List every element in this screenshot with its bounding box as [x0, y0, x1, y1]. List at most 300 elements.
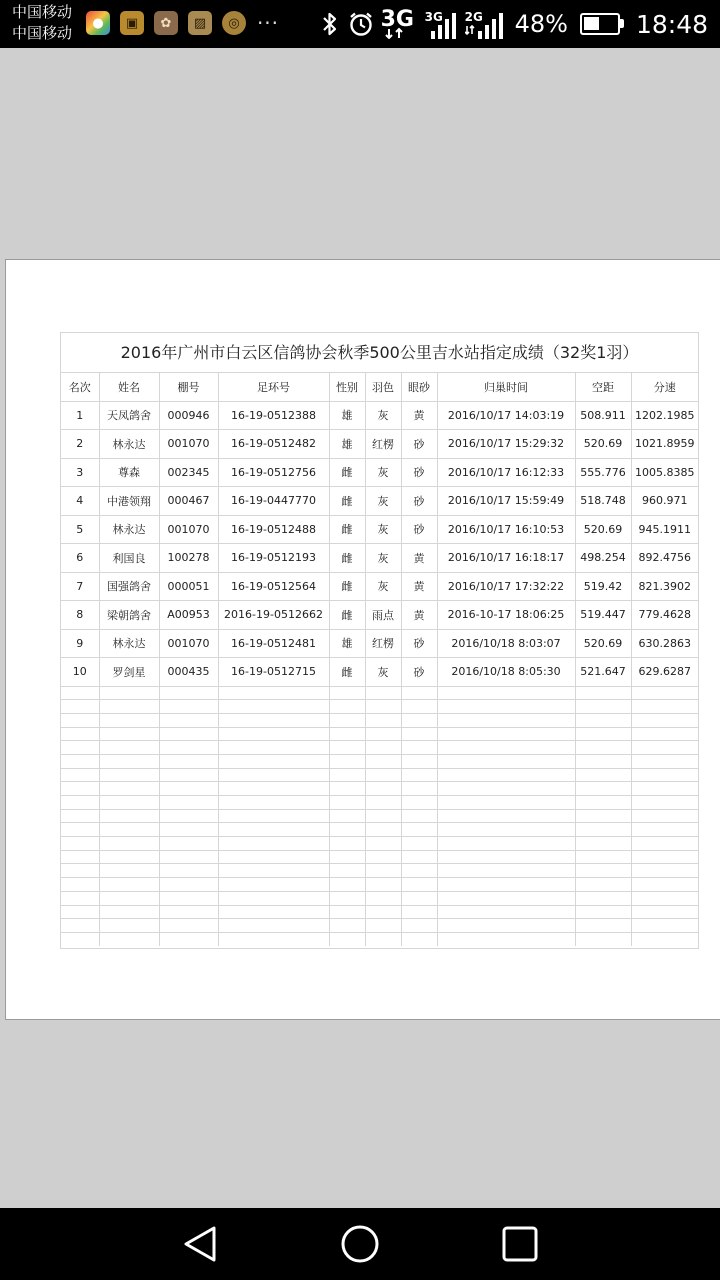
cell-loft: 000435 [159, 658, 218, 687]
cell-rank: 8 [61, 601, 99, 630]
cell-name: 梁朝鸽舍 [99, 601, 159, 630]
empty-cell [99, 754, 159, 768]
empty-cell [61, 796, 99, 810]
empty-cell [99, 809, 159, 823]
empty-cell [575, 686, 631, 700]
empty-cell [218, 905, 329, 919]
empty-cell [575, 713, 631, 727]
signal-3g-label: 3G [424, 10, 443, 24]
empty-cell [631, 919, 698, 933]
cell-eye: 砂 [401, 658, 437, 687]
empty-table-row [61, 850, 698, 864]
empty-cell [61, 919, 99, 933]
empty-cell [61, 850, 99, 864]
cell-arrival: 2016-10-17 18:06:25 [437, 601, 575, 630]
cell-speed: 892.4756 [631, 544, 698, 573]
empty-cell [437, 837, 575, 851]
cell-name: 天凤鸽舍 [99, 401, 159, 430]
cell-eye: 砂 [401, 515, 437, 544]
empty-cell [365, 932, 401, 946]
empty-cell [401, 837, 437, 851]
cell-name: 林永达 [99, 515, 159, 544]
empty-cell [61, 700, 99, 714]
cell-sex: 雄 [329, 430, 365, 459]
recent-apps-button[interactable] [498, 1222, 542, 1266]
cell-name: 林永达 [99, 629, 159, 658]
cell-ring: 16-19-0512488 [218, 515, 329, 544]
empty-table-row [61, 768, 698, 782]
empty-cell [159, 864, 218, 878]
cell-distance: 508.911 [575, 401, 631, 430]
cell-color: 红楞 [365, 430, 401, 459]
empty-cell [159, 905, 218, 919]
empty-cell [329, 932, 365, 946]
battery-percent: 48% [514, 10, 568, 38]
cell-color: 灰 [365, 658, 401, 687]
cell-speed: 1021.8959 [631, 430, 698, 459]
battery-level-fill [584, 17, 599, 30]
empty-table-row [61, 686, 698, 700]
header-color: 羽色 [365, 373, 401, 401]
cell-arrival: 2016/10/18 8:03:07 [437, 629, 575, 658]
cell-distance: 520.69 [575, 515, 631, 544]
empty-cell [159, 713, 218, 727]
cell-eye: 黄 [401, 601, 437, 630]
empty-cell [631, 932, 698, 946]
empty-cell [329, 837, 365, 851]
empty-cell [437, 932, 575, 946]
cell-arrival: 2016/10/17 14:03:19 [437, 401, 575, 430]
empty-cell [159, 741, 218, 755]
empty-cell [575, 905, 631, 919]
cell-distance: 520.69 [575, 629, 631, 658]
cell-color: 灰 [365, 487, 401, 516]
table-row [61, 601, 698, 630]
empty-table-row [61, 796, 698, 810]
cell-arrival: 2016/10/17 17:32:22 [437, 572, 575, 601]
empty-cell [575, 782, 631, 796]
empty-cell [99, 878, 159, 892]
empty-rows [61, 686, 698, 946]
empty-cell [159, 878, 218, 892]
empty-cell [329, 809, 365, 823]
empty-cell [365, 741, 401, 755]
empty-cell [218, 891, 329, 905]
empty-cell [437, 768, 575, 782]
empty-cell [437, 686, 575, 700]
empty-table-row [61, 823, 698, 837]
cell-rank: 1 [61, 401, 99, 430]
empty-cell [329, 713, 365, 727]
empty-cell [99, 837, 159, 851]
cell-loft: 000051 [159, 572, 218, 601]
cell-sex: 雌 [329, 572, 365, 601]
cell-name: 林永达 [99, 430, 159, 459]
empty-cell [401, 809, 437, 823]
empty-cell [329, 700, 365, 714]
home-button[interactable] [338, 1222, 382, 1266]
header-ring: 足环号 [218, 373, 329, 401]
empty-cell [218, 713, 329, 727]
cell-name: 尊森 [99, 458, 159, 487]
empty-cell [218, 864, 329, 878]
empty-cell [365, 754, 401, 768]
cell-ring: 16-19-0512715 [218, 658, 329, 687]
empty-cell [329, 754, 365, 768]
empty-cell [99, 919, 159, 933]
empty-cell [575, 837, 631, 851]
empty-cell [631, 768, 698, 782]
empty-cell [159, 919, 218, 933]
empty-cell [631, 686, 698, 700]
cell-arrival: 2016/10/17 15:59:49 [437, 487, 575, 516]
empty-cell [329, 919, 365, 933]
empty-cell [631, 809, 698, 823]
header-loft: 棚号 [159, 373, 218, 401]
cell-ring: 16-19-0512193 [218, 544, 329, 573]
cell-speed: 779.4628 [631, 601, 698, 630]
cell-color: 灰 [365, 515, 401, 544]
empty-cell [631, 864, 698, 878]
empty-cell [159, 782, 218, 796]
cell-sex: 雄 [329, 401, 365, 430]
results-body [61, 401, 698, 686]
empty-cell [437, 741, 575, 755]
cell-distance: 498.254 [575, 544, 631, 573]
cell-ring: 2016-19-0512662 [218, 601, 329, 630]
empty-cell [365, 919, 401, 933]
empty-cell [99, 796, 159, 810]
empty-cell [575, 850, 631, 864]
empty-cell [329, 727, 365, 741]
empty-cell [401, 700, 437, 714]
empty-cell [401, 727, 437, 741]
cell-eye: 砂 [401, 430, 437, 459]
empty-cell [61, 891, 99, 905]
empty-cell [365, 891, 401, 905]
empty-cell [631, 741, 698, 755]
empty-cell [365, 809, 401, 823]
empty-cell [159, 768, 218, 782]
table-row [61, 401, 698, 430]
empty-cell [437, 727, 575, 741]
empty-cell [99, 891, 159, 905]
carrier-2: 中国移动 [12, 24, 73, 42]
empty-cell [329, 823, 365, 837]
cell-ring: 16-19-0512388 [218, 401, 329, 430]
cell-eye: 砂 [401, 629, 437, 658]
empty-cell [218, 727, 329, 741]
empty-cell [401, 864, 437, 878]
empty-cell [437, 905, 575, 919]
clock: 18:48 [635, 9, 708, 39]
empty-cell [218, 837, 329, 851]
cell-name: 中港领翔 [99, 487, 159, 516]
empty-cell [365, 768, 401, 782]
table-row [61, 544, 698, 573]
empty-cell [99, 727, 159, 741]
empty-cell [99, 905, 159, 919]
empty-cell [329, 782, 365, 796]
cell-loft: 000467 [159, 487, 218, 516]
empty-cell [401, 713, 437, 727]
cell-rank: 7 [61, 572, 99, 601]
header-sex: 性别 [329, 373, 365, 401]
empty-cell [159, 837, 218, 851]
system-icons [319, 0, 708, 48]
alarm-icon [347, 10, 375, 38]
empty-cell [329, 864, 365, 878]
empty-cell [631, 700, 698, 714]
empty-cell [61, 905, 99, 919]
empty-table-row [61, 700, 698, 714]
cell-eye: 砂 [401, 458, 437, 487]
empty-cell [329, 741, 365, 755]
more-notifications-icon: ··· [256, 11, 280, 35]
empty-cell [99, 768, 159, 782]
results-sheet [60, 332, 699, 949]
empty-cell [365, 878, 401, 892]
empty-cell [437, 823, 575, 837]
cell-distance: 519.447 [575, 601, 631, 630]
bluetooth-icon [319, 10, 341, 38]
cell-speed: 821.3902 [631, 572, 698, 601]
empty-cell [365, 823, 401, 837]
empty-table-row [61, 891, 698, 905]
empty-cell [575, 796, 631, 810]
battery-icon [580, 13, 620, 35]
empty-cell [575, 891, 631, 905]
empty-cell [61, 768, 99, 782]
back-button[interactable] [178, 1222, 222, 1266]
empty-cell [99, 713, 159, 727]
empty-cell [61, 754, 99, 768]
empty-cell [159, 891, 218, 905]
empty-cell [218, 823, 329, 837]
empty-cell [218, 754, 329, 768]
weibo-icon: ✿ [154, 11, 178, 35]
carrier-info [12, 2, 72, 44]
empty-cell [218, 741, 329, 755]
empty-cell [365, 782, 401, 796]
signal-3g-data: 3G [381, 9, 419, 39]
empty-cell [61, 727, 99, 741]
cell-rank: 2 [61, 430, 99, 459]
empty-cell [61, 864, 99, 878]
cell-speed: 1202.1985 [631, 401, 698, 430]
empty-cell [365, 850, 401, 864]
empty-cell [61, 837, 99, 851]
cell-loft: 001070 [159, 515, 218, 544]
cell-ring: 16-19-0512564 [218, 572, 329, 601]
empty-cell [99, 850, 159, 864]
cell-color: 灰 [365, 572, 401, 601]
empty-cell [437, 754, 575, 768]
table-row [61, 572, 698, 601]
cell-color: 灰 [365, 544, 401, 573]
empty-cell [61, 713, 99, 727]
empty-cell [631, 727, 698, 741]
empty-cell [159, 727, 218, 741]
empty-cell [159, 809, 218, 823]
empty-cell [401, 891, 437, 905]
signal-2g [465, 9, 505, 39]
empty-cell [99, 782, 159, 796]
empty-cell [329, 878, 365, 892]
empty-cell [159, 700, 218, 714]
empty-table-row [61, 932, 698, 946]
cell-rank: 5 [61, 515, 99, 544]
empty-cell [575, 809, 631, 823]
cell-loft: 100278 [159, 544, 218, 573]
cell-sex: 雄 [329, 629, 365, 658]
empty-table-row [61, 782, 698, 796]
cell-arrival: 2016/10/17 16:10:53 [437, 515, 575, 544]
table-row [61, 515, 698, 544]
empty-table-row [61, 864, 698, 878]
empty-cell [329, 905, 365, 919]
empty-cell [631, 878, 698, 892]
cell-arrival: 2016/10/17 16:18:17 [437, 544, 575, 573]
cell-speed: 629.6287 [631, 658, 698, 687]
empty-cell [218, 809, 329, 823]
empty-cell [401, 932, 437, 946]
empty-cell [159, 850, 218, 864]
empty-cell [218, 686, 329, 700]
empty-cell [631, 796, 698, 810]
empty-cell [437, 850, 575, 864]
cell-distance: 521.647 [575, 658, 631, 687]
cell-ring: 16-19-0512481 [218, 629, 329, 658]
empty-cell [631, 823, 698, 837]
cell-rank: 9 [61, 629, 99, 658]
gallery-icon: ▨ [188, 11, 212, 35]
cell-distance: 555.776 [575, 458, 631, 487]
empty-cell [575, 741, 631, 755]
empty-cell [61, 932, 99, 946]
empty-cell [575, 727, 631, 741]
empty-cell [365, 864, 401, 878]
cell-name: 国强鸽舍 [99, 572, 159, 601]
empty-cell [329, 796, 365, 810]
empty-cell [365, 796, 401, 810]
empty-cell [575, 878, 631, 892]
empty-cell [365, 727, 401, 741]
cell-eye: 黄 [401, 572, 437, 601]
empty-cell [365, 905, 401, 919]
table-row [61, 487, 698, 516]
sheet-title: 2016年广州市白云区信鸽协会秋季500公里吉水站指定成绩（32奖1羽） [61, 333, 698, 373]
empty-cell [631, 754, 698, 768]
empty-cell [401, 823, 437, 837]
cell-arrival: 2016/10/17 15:29:32 [437, 430, 575, 459]
empty-cell [631, 891, 698, 905]
table-row [61, 629, 698, 658]
empty-table-row [61, 878, 698, 892]
empty-cell [575, 754, 631, 768]
empty-table-row [61, 713, 698, 727]
cell-speed: 960.971 [631, 487, 698, 516]
empty-cell [159, 754, 218, 768]
cell-eye: 黄 [401, 401, 437, 430]
empty-cell [401, 905, 437, 919]
cell-ring: 16-19-0447770 [218, 487, 329, 516]
header-distance: 空距 [575, 373, 631, 401]
empty-cell [631, 905, 698, 919]
empty-cell [401, 850, 437, 864]
cell-rank: 3 [61, 458, 99, 487]
table-row [61, 430, 698, 459]
empty-cell [99, 864, 159, 878]
cell-color: 灰 [365, 401, 401, 430]
cell-color: 灰 [365, 458, 401, 487]
empty-cell [218, 796, 329, 810]
cell-sex: 雌 [329, 458, 365, 487]
cell-rank: 10 [61, 658, 99, 687]
signal-2g-label: 2G [464, 10, 483, 24]
cell-color: 红楞 [365, 629, 401, 658]
empty-cell [401, 782, 437, 796]
table-row [61, 658, 698, 687]
cell-speed: 945.1911 [631, 515, 698, 544]
empty-cell [159, 823, 218, 837]
cell-loft: 000946 [159, 401, 218, 430]
home-icon [343, 1227, 377, 1261]
empty-cell [631, 782, 698, 796]
briefcase-icon: ▣ [120, 11, 144, 35]
cell-rank: 6 [61, 544, 99, 573]
empty-cell [365, 686, 401, 700]
results-table [61, 373, 698, 946]
empty-table-row [61, 919, 698, 933]
empty-cell [329, 686, 365, 700]
empty-cell [218, 932, 329, 946]
cell-sex: 雌 [329, 601, 365, 630]
empty-cell [218, 782, 329, 796]
empty-cell [437, 891, 575, 905]
cell-sex: 雌 [329, 544, 365, 573]
cell-name: 罗剑星 [99, 658, 159, 687]
cell-sex: 雌 [329, 515, 365, 544]
empty-cell [329, 850, 365, 864]
table-row [61, 458, 698, 487]
empty-cell [575, 823, 631, 837]
navigation-bar [0, 1208, 720, 1280]
empty-cell [99, 932, 159, 946]
header-arrival: 归巢时间 [437, 373, 575, 401]
document-page [5, 259, 720, 1020]
empty-table-row [61, 741, 698, 755]
empty-cell [365, 713, 401, 727]
empty-cell [401, 768, 437, 782]
cell-eye: 黄 [401, 544, 437, 573]
cell-speed: 630.2863 [631, 629, 698, 658]
cell-sex: 雌 [329, 658, 365, 687]
status-bar [0, 0, 720, 48]
empty-cell [631, 713, 698, 727]
empty-cell [401, 686, 437, 700]
cell-ring: 16-19-0512756 [218, 458, 329, 487]
cell-loft: 002345 [159, 458, 218, 487]
cell-name: 利国良 [99, 544, 159, 573]
empty-cell [61, 782, 99, 796]
cell-arrival: 2016/10/17 16:12:33 [437, 458, 575, 487]
empty-cell [365, 837, 401, 851]
empty-cell [218, 700, 329, 714]
empty-cell [61, 741, 99, 755]
cell-eye: 砂 [401, 487, 437, 516]
cell-ring: 16-19-0512482 [218, 430, 329, 459]
